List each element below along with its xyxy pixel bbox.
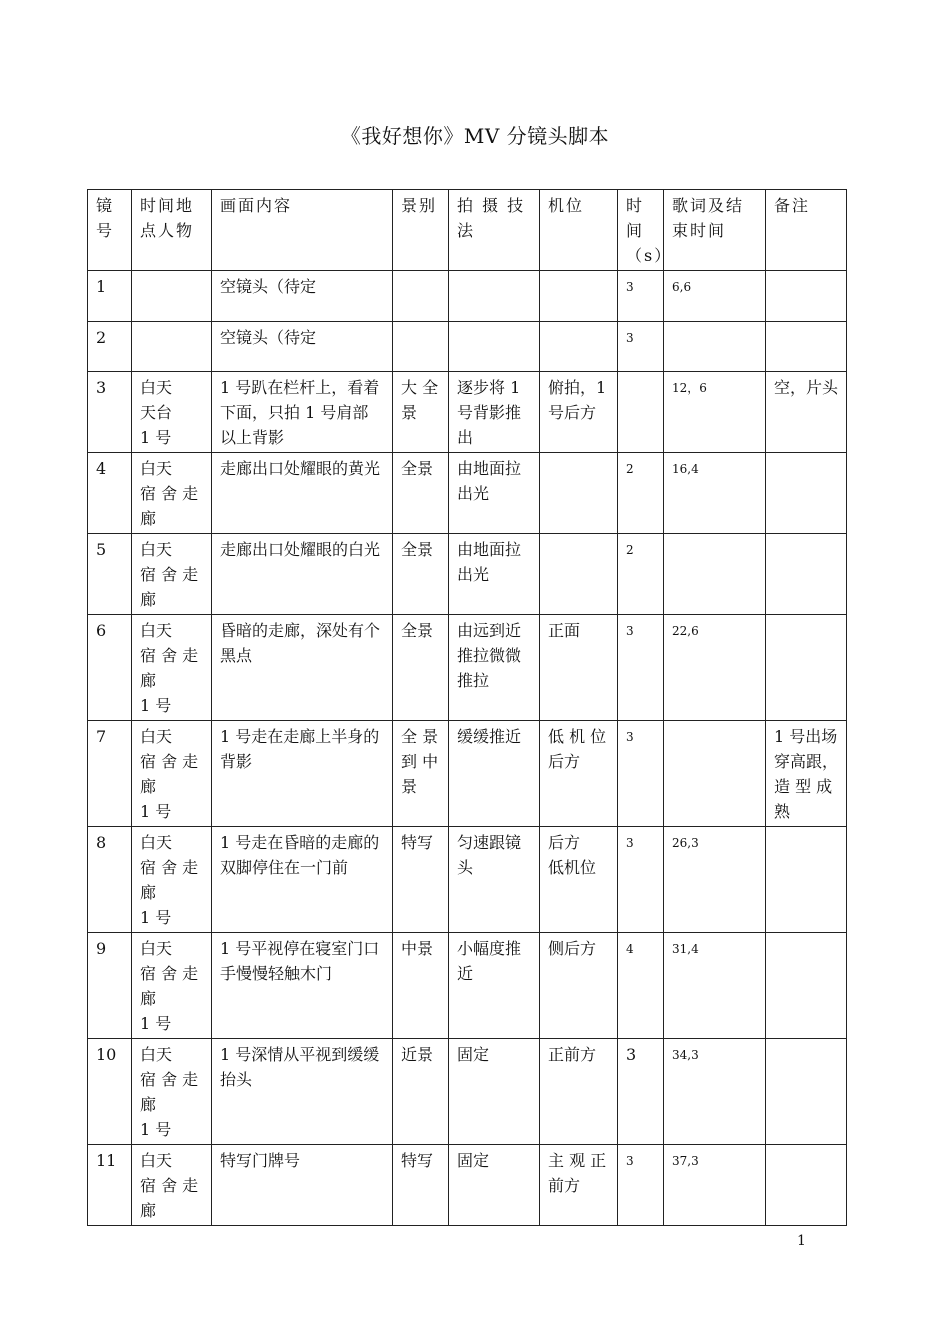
camera-technique-cell [449, 271, 540, 322]
shot-size-cell [393, 1145, 449, 1226]
camera-technique-cell [449, 453, 540, 534]
remarks-cell [766, 372, 847, 453]
shot-number-cell [88, 271, 132, 322]
shot-size-cell [393, 721, 449, 827]
scene-content: 特写门牌号 [220, 1151, 301, 1170]
camera-technique: 固定 [457, 1045, 490, 1064]
camera-technique: 缓缓推近 [457, 727, 522, 746]
scene-content-cell [212, 372, 393, 453]
shot-size-cell [393, 322, 449, 372]
time-place-cast: 白天 天台 1 号 [140, 378, 173, 447]
shot-size: 近景 [401, 1045, 434, 1064]
duration-cell [618, 827, 664, 933]
camera-position: 后方 低机位 [548, 833, 597, 877]
lyric-end-time: 31,4 [672, 942, 699, 956]
shot-size: 特写 [401, 833, 434, 852]
table-row [88, 1039, 847, 1145]
camera-technique-cell [449, 1145, 540, 1226]
shot-size-cell [393, 1039, 449, 1145]
remarks-cell [766, 1039, 847, 1145]
table-row [88, 615, 847, 721]
camera-technique: 小幅度推近 [457, 939, 522, 983]
table-row [88, 372, 847, 453]
scene-content-cell [212, 933, 393, 1039]
lyric-end-time-cell [664, 322, 766, 372]
time-place-cast-cell [132, 721, 212, 827]
duration-cell [618, 615, 664, 721]
header-time-place-cast [132, 190, 212, 271]
shot-number-cell [88, 322, 132, 372]
scene-content: 空镜头（待定 [220, 277, 317, 296]
scene-content: 1 号深情从平视到缓缓抬头 [220, 1045, 380, 1089]
scene-content-cell [212, 453, 393, 534]
camera-technique: 固定 [457, 1151, 490, 1170]
scene-content: 1 号走在走廊上半身的背影 [220, 727, 380, 771]
time-place-cast-cell [132, 615, 212, 721]
scene-content: 1 号趴在栏杆上，看着下面，只拍 1 号肩部以上背影 [220, 378, 380, 447]
duration: 3 [626, 1045, 637, 1064]
camera-technique-cell [449, 1039, 540, 1145]
shot-size: 大 全 景 [401, 378, 439, 422]
header-scene-content [212, 190, 393, 271]
camera-technique-cell [449, 827, 540, 933]
header-shot-number [88, 190, 132, 271]
header-label: 画面内容 [220, 196, 293, 215]
scene-content: 昏暗的走廊，深处有个黑点 [220, 621, 381, 665]
camera-technique-cell [449, 933, 540, 1039]
header-label: 歌词及结 束时间 [672, 196, 745, 240]
time-place-cast: 白天 宿 舍 走 廊 [140, 540, 199, 609]
lyric-end-time [672, 325, 757, 329]
camera-technique: 由地面拉出光 [457, 540, 522, 584]
shot-number: 2 [96, 328, 107, 347]
time-place-cast-cell [132, 1039, 212, 1145]
time-place-cast: 白天 宿 舍 走 廊 1 号 [140, 727, 199, 821]
time-place-cast-cell [132, 372, 212, 453]
remarks-cell [766, 721, 847, 827]
scene-content: 走廊出口处耀眼的黄光 [220, 459, 381, 478]
duration: 3 [626, 836, 634, 850]
camera-position-cell [540, 827, 618, 933]
duration: 3 [626, 331, 634, 345]
camera-position: 主 观 正 前方 [548, 1151, 607, 1195]
lyric-end-time-cell [664, 615, 766, 721]
duration-cell [618, 1145, 664, 1226]
shot-number: 9 [96, 939, 107, 958]
time-place-cast: 白天 宿 舍 走 廊 1 号 [140, 939, 199, 1033]
header-label: 镜 号 [96, 196, 115, 240]
camera-position-cell [540, 372, 618, 453]
table-row [88, 933, 847, 1039]
camera-technique: 由远到近推拉微微推拉 [457, 621, 522, 690]
scene-content-cell [212, 1145, 393, 1226]
duration-cell [618, 1039, 664, 1145]
shot-number: 8 [96, 833, 107, 852]
scene-content-cell [212, 615, 393, 721]
camera-technique-cell [449, 534, 540, 615]
camera-technique: 匀速跟镜头 [457, 833, 522, 877]
storyboard-table [87, 189, 847, 1226]
shot-size-cell [393, 372, 449, 453]
time-place-cast: 白天 宿 舍 走 廊 1 号 [140, 833, 199, 927]
duration: 3 [626, 730, 634, 744]
camera-position-cell [540, 534, 618, 615]
time-place-cast-cell [132, 933, 212, 1039]
time-place-cast: 白天 宿 舍 走 廊 1 号 [140, 1045, 199, 1139]
lyric-end-time-cell [664, 534, 766, 615]
duration: 3 [626, 280, 634, 294]
remarks-cell [766, 322, 847, 372]
camera-technique: 由地面拉出光 [457, 459, 522, 503]
lyric-end-time-cell [664, 721, 766, 827]
page-title: 《我好想你》MV 分镜头脚本 [340, 124, 610, 148]
header-camera-technique [449, 190, 540, 271]
camera-position-cell [540, 271, 618, 322]
camera-position-cell [540, 322, 618, 372]
lyric-end-time: 26,3 [672, 836, 699, 850]
shot-size-cell [393, 933, 449, 1039]
duration-cell [618, 721, 664, 827]
time-place-cast-cell [132, 534, 212, 615]
header-remarks [766, 190, 847, 271]
lyric-end-time-cell [664, 1039, 766, 1145]
lyric-end-time-cell [664, 372, 766, 453]
lyric-end-time: 34,3 [672, 1048, 699, 1062]
shot-number: 3 [96, 378, 107, 397]
camera-technique-cell [449, 721, 540, 827]
shot-number: 5 [96, 540, 107, 559]
duration: 2 [626, 543, 634, 557]
shot-size: 全景 [401, 540, 434, 559]
scene-content: 1 号走在昏暗的走廊的双脚停住在一门前 [220, 833, 380, 877]
table-row [88, 827, 847, 933]
duration: 4 [626, 942, 634, 956]
remarks-cell [766, 827, 847, 933]
shot-size: 特写 [401, 1151, 434, 1170]
header-label: 时间地 点人物 [140, 196, 195, 240]
shot-number: 11 [96, 1151, 117, 1170]
header-label: 景别 [401, 196, 438, 215]
shot-size: 全景 [401, 459, 434, 478]
table-row [88, 271, 847, 322]
shot-size-cell [393, 615, 449, 721]
camera-position-cell [540, 933, 618, 1039]
header-label: 备注 [774, 196, 811, 215]
table-header-row [88, 190, 847, 271]
scene-content: 空镜头（待定 [220, 328, 317, 347]
shot-number-cell [88, 453, 132, 534]
remarks-cell [766, 271, 847, 322]
scene-content-cell [212, 1039, 393, 1145]
shot-number-cell [88, 534, 132, 615]
duration-cell [618, 271, 664, 322]
camera-technique-cell [449, 615, 540, 721]
header-lyric-end-time [664, 190, 766, 271]
shot-number-cell [88, 721, 132, 827]
lyric-end-time: 37,3 [672, 1154, 699, 1168]
header-label: 拍 摄 技 法 [457, 196, 526, 240]
duration: 3 [626, 1154, 634, 1168]
scene-content: 1 号平视停在寝室门口手慢慢轻触木门 [220, 939, 380, 983]
shot-size-cell [393, 827, 449, 933]
remarks-cell [766, 1145, 847, 1226]
remarks-cell [766, 453, 847, 534]
lyric-end-time [672, 724, 757, 728]
camera-position: 侧后方 [548, 939, 597, 958]
shot-size-cell [393, 534, 449, 615]
camera-position-cell [540, 1039, 618, 1145]
scene-content-cell [212, 271, 393, 322]
duration: 3 [626, 624, 634, 638]
camera-position-cell [540, 615, 618, 721]
shot-size: 中景 [401, 939, 434, 958]
time-place-cast-cell [132, 322, 212, 372]
lyric-end-time [672, 537, 757, 541]
camera-position-cell [540, 721, 618, 827]
table-row [88, 721, 847, 827]
header-duration [618, 190, 673, 271]
shot-size: 全景 [401, 621, 434, 640]
time-place-cast-cell [132, 271, 212, 322]
scene-content-cell [212, 534, 393, 615]
remarks: 1 号出场穿高跟，造 型 成熟 [774, 727, 839, 821]
shot-number: 6 [96, 621, 107, 640]
shot-size-cell [393, 453, 449, 534]
scene-content-cell [212, 322, 393, 372]
shot-number-cell [88, 827, 132, 933]
lyric-end-time-cell [664, 1145, 766, 1226]
duration-cell [618, 322, 664, 372]
remarks: 空，片头 [774, 378, 839, 397]
time-place-cast: 白天 宿 舍 走 廊 [140, 1151, 199, 1220]
shot-number-cell [88, 615, 132, 721]
header-shot-size [393, 190, 449, 271]
duration-cell [618, 933, 664, 1039]
camera-technique-cell [449, 372, 540, 453]
shot-number-cell [88, 1039, 132, 1145]
duration: 2 [626, 462, 634, 476]
shot-number-cell [88, 1145, 132, 1226]
shot-number: 1 [96, 277, 107, 296]
time-place-cast: 白天 宿 舍 走 廊 [140, 459, 199, 528]
lyric-end-time-cell [664, 933, 766, 1039]
shot-number: 4 [96, 459, 107, 478]
remarks-cell [766, 615, 847, 721]
camera-technique: 逐步将 1 号背影推出 [457, 378, 522, 447]
lyric-end-time: 12，6 [672, 381, 707, 395]
table-row [88, 534, 847, 615]
time-place-cast-cell [132, 827, 212, 933]
header-camera-position [540, 190, 618, 271]
time-place-cast-cell [132, 453, 212, 534]
table-row [88, 453, 847, 534]
camera-position: 正前方 [548, 1045, 597, 1064]
table-row [88, 322, 847, 372]
duration [626, 375, 655, 379]
duration-cell [618, 372, 664, 453]
shot-size-cell [393, 271, 449, 322]
lyric-end-time-cell [664, 827, 766, 933]
lyric-end-time-cell [664, 271, 766, 322]
duration-cell [618, 534, 664, 615]
lyric-end-time-cell [664, 453, 766, 534]
scene-content-cell [212, 721, 393, 827]
shot-number-cell [88, 372, 132, 453]
remarks-cell [766, 933, 847, 1039]
scene-content-cell [212, 827, 393, 933]
header-label: 机位 [548, 196, 585, 215]
duration-cell [618, 453, 664, 534]
time-place-cast: 白天 宿 舍 走 廊 1 号 [140, 621, 199, 715]
scene-content: 走廊出口处耀眼的白光 [220, 540, 381, 559]
table-row [88, 1145, 847, 1226]
camera-position-cell [540, 453, 618, 534]
shot-number: 10 [96, 1045, 117, 1064]
camera-position-cell [540, 1145, 618, 1226]
camera-position: 正面 [548, 621, 581, 640]
camera-position: 俯拍，1 号后方 [548, 378, 607, 422]
header-label: 时 间 （s） [626, 196, 673, 265]
time-place-cast-cell [132, 1145, 212, 1226]
remarks-cell [766, 534, 847, 615]
shot-number: 7 [96, 727, 107, 746]
lyric-end-time: 22,6 [672, 624, 699, 638]
shot-number-cell [88, 933, 132, 1039]
shot-size: 全 景 到 中 景 [401, 727, 439, 796]
lyric-end-time: 16,4 [672, 462, 699, 476]
camera-technique-cell [449, 322, 540, 372]
camera-position: 低 机 位 后方 [548, 727, 607, 771]
page-number: 1 [797, 1233, 806, 1249]
lyric-end-time: 6,6 [672, 280, 692, 294]
